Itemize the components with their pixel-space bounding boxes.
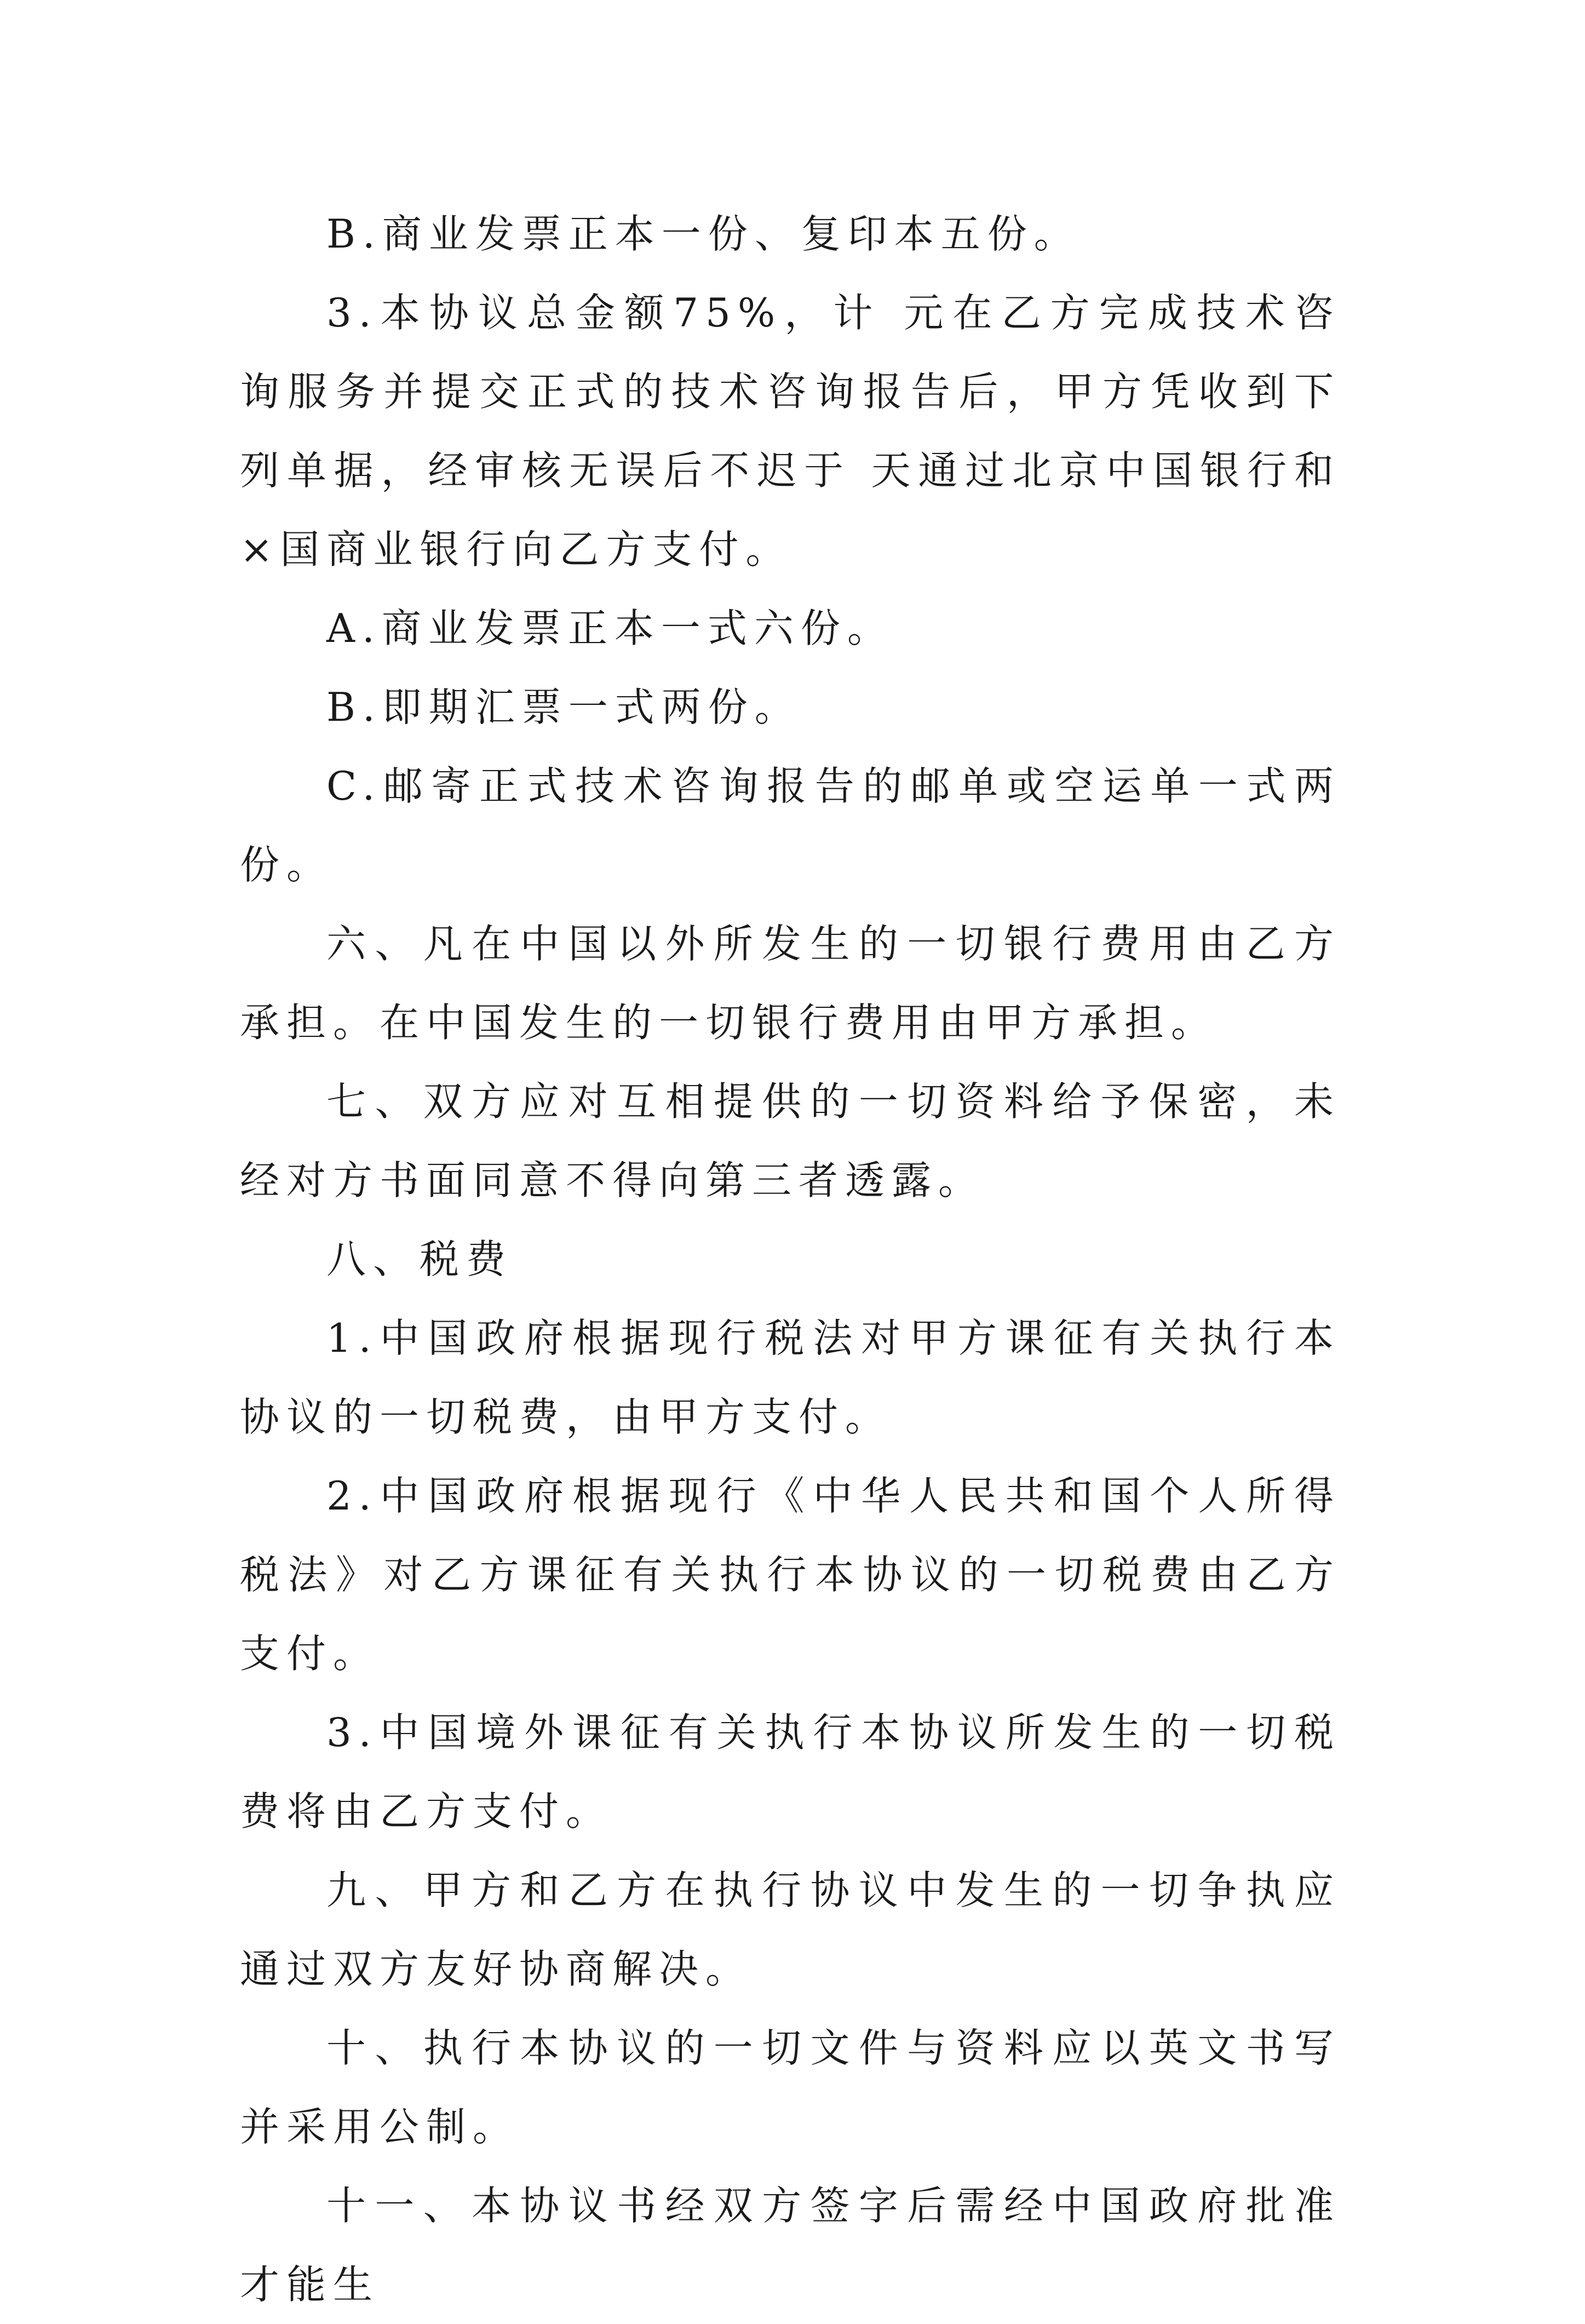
paragraph-article-9: 九、甲方和乙方在执行协议中发生的一切争执应通过双方友好协商解决。 [240, 1867, 1341, 1992]
paragraph-article-8-heading: 八、税费 [326, 1236, 513, 1282]
paragraph-invoice-copies: B.商业发票正本一份、复印本五份。 [326, 211, 1081, 257]
paragraph-tax-2: 2.中国政府根据现行《中华人民共和国个人所得税法》对乙方课征有关执行本协议的一切税费由乙方支付。 [240, 1473, 1341, 1677]
paragraph-tax-3: 3.中国境外课征有关执行本协议所发生的一切税费将由乙方支付。 [240, 1709, 1341, 1834]
paragraph-article-6: 六、凡在中国以外所发生的一切银行费用由乙方承担。在中国发生的一切银行费用由甲方承担。 [240, 921, 1341, 1046]
paragraph-article-11: 十一、本协议书经双方签字后需经中国政府批准才能生 [240, 2183, 1341, 2308]
paragraph-tax-1: 1.中国政府根据现行税法对甲方课征有关执行本协议的一切税费，由甲方支付。 [240, 1315, 1341, 1440]
paragraph-article-10: 十、执行本协议的一切文件与资料应以英文书写并采用公制。 [240, 2025, 1341, 2150]
paragraph-item-b: B.即期汇票一式两份。 [326, 684, 801, 730]
paragraph-payment-75-percent: 3.本协议总金额75%，计 元在乙方完成技术咨询服务并提交正式的技术咨询报告后，甲方凭收到下列单据，经审核无误后不迟于 天通过北京中国银行和×国商业银行向乙方支付。 [240, 290, 1341, 572]
paragraph-item-a: A.商业发票正本一式六份。 [326, 605, 894, 651]
paragraph-article-7: 七、双方应对互相提供的一切资料给予保密，未经对方书面同意不得向第三者透露。 [240, 1078, 1341, 1203]
document-body [240, 194, 1341, 2324]
paragraph-item-c: C.邮寄正式技术咨询报告的邮单或空运单一式两份。 [240, 763, 1341, 888]
